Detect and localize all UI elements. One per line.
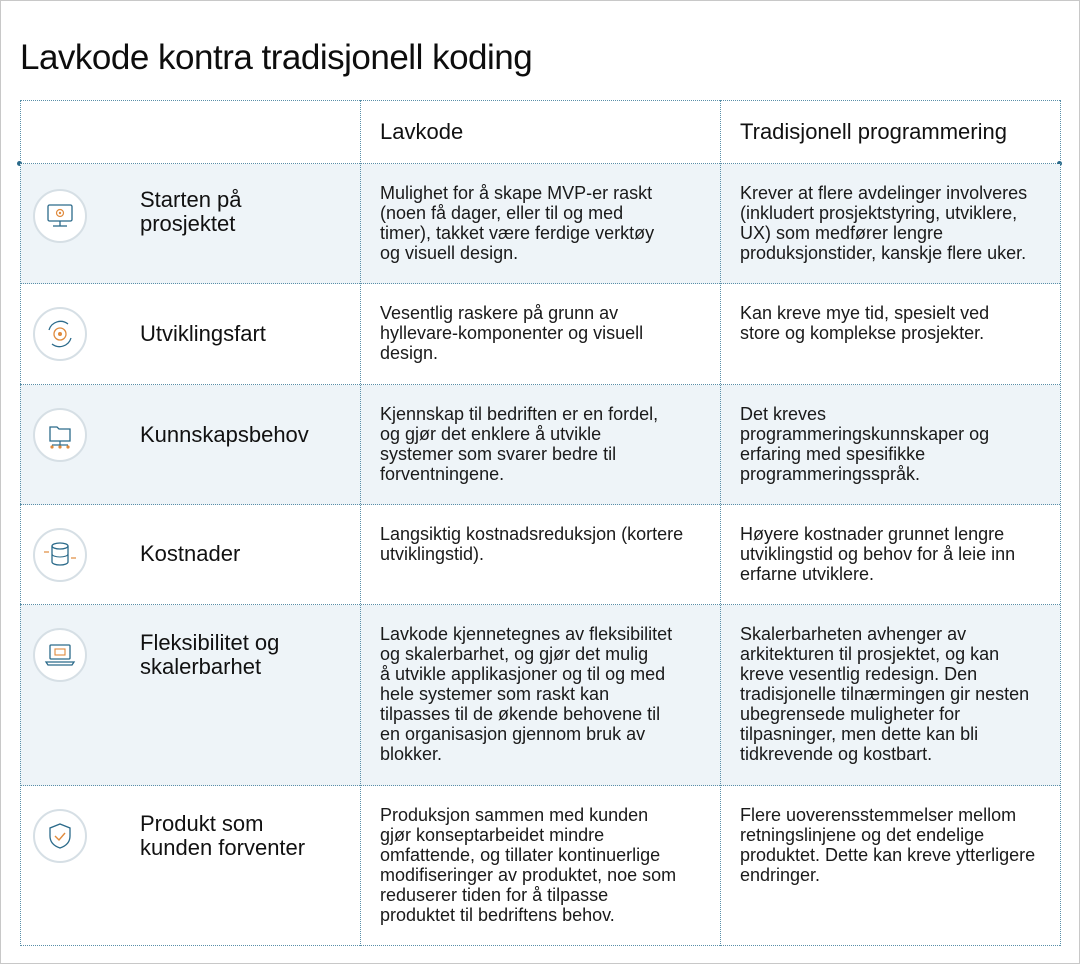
cell-lavkode-starten: Mulighet for å skape MVP-er raskt (noen få dager, eller til og med timer), takket være ferdige verktøy og visuell design. [380, 183, 655, 263]
cell-lavkode-kostnader: Langsiktig kostnadsreduksjon (kortere utviklingstid). [380, 524, 684, 564]
row-label-starten: Starten på prosjektet [140, 187, 242, 236]
database-icon [32, 527, 88, 583]
table-row [20, 605, 1060, 786]
table-row [20, 505, 1060, 605]
folder-network-icon [32, 407, 88, 463]
grid-line-right [1060, 100, 1061, 946]
table-header-row [20, 100, 1060, 164]
table-row [20, 164, 1060, 284]
header-tradisjonell: Tradisjonell programmering [740, 119, 1007, 144]
grid-line-col3 [720, 100, 721, 946]
table-row [20, 786, 1060, 946]
cell-lavkode-kunnskapsbehov: Kjennskap til bedriften er en fordel, og gjør det enklere å utvikle systemer som svarer bedre til forventningene. [380, 404, 659, 484]
row-label-kostnader: Kostnader [140, 541, 241, 566]
cell-tradisjonell-fleksibilitet: Skalerbarheten avhenger av arkitekturen til prosjektet, og kan kreve vesentlig redesign. Den tradisjonelle tilnærmingen gir nesten ubegrensede muligheter for tilpasninger, men dette kan bli tidkrevende og kostbart. [740, 624, 1030, 764]
laptop-icon [32, 627, 88, 683]
cell-tradisjonell-kunnskapsbehov: Det kreves programmeringskunnskaper og erfaring med spesifikke programmeringsspråk. [740, 404, 990, 484]
comparison-table [20, 100, 1060, 946]
row-label-produkt: Produkt som kunden forventer [140, 811, 306, 860]
cell-lavkode-produkt: Produksjon sammen med kunden gjør konseptarbeidet mindre omfattende, og tillater kontinuerlige modifiseringer av produktet, noe som reduserer tiden for å tilpasse produktet til bedriftens behov. [380, 805, 677, 925]
row-label-kunnskapsbehov: Kunnskapsbehov [140, 422, 309, 447]
table-row [20, 284, 1060, 385]
row-label-utviklingsfart: Utviklingsfart [140, 321, 266, 346]
row-label-fleksibilitet: Fleksibilitet og skalerbarhet [140, 630, 280, 679]
gear-cycle-icon [32, 306, 88, 362]
grid-line-col2 [360, 100, 361, 946]
shield-check-icon [32, 808, 88, 864]
page-title: Lavkode kontra tradisjonell koding [20, 38, 533, 77]
cell-lavkode-fleksibilitet: Lavkode kjennetegnes av fleksibilitet og skalerbarhet, og gjør det mulig å utvikle applikasjoner og til og med hele systemer som raskt kan tilpasses til de økende behovene til en organisasjon gjennom bruk av blokker. [380, 624, 673, 764]
cell-lavkode-utviklingsfart: Vesentlig raskere på grunn av hyllevare-komponenter og visuell design. [380, 303, 644, 363]
cell-tradisjonell-starten: Krever at flere avdelinger involveres (inkludert prosjektstyring, utviklere, UX) som medfører lengre produksjonstider, kanskje flere uker. [740, 183, 1028, 263]
header-lavkode: Lavkode [380, 119, 464, 144]
cell-tradisjonell-utviklingsfart: Kan kreve mye tid, spesielt ved store og komplekse prosjekter. [740, 303, 990, 343]
grid-line-left [20, 100, 21, 946]
monitor-gear-icon [32, 188, 88, 244]
table-row [20, 385, 1060, 505]
cell-tradisjonell-kostnader: Høyere kostnader grunnet lengre utviklingstid og behov for å leie inn erfarne utviklere. [740, 524, 1016, 584]
cell-tradisjonell-produkt: Flere uoverensstemmelser mellom retningslinjene og det endelige produktet. Dette kan kreve ytterligere endringer. [740, 805, 1036, 885]
